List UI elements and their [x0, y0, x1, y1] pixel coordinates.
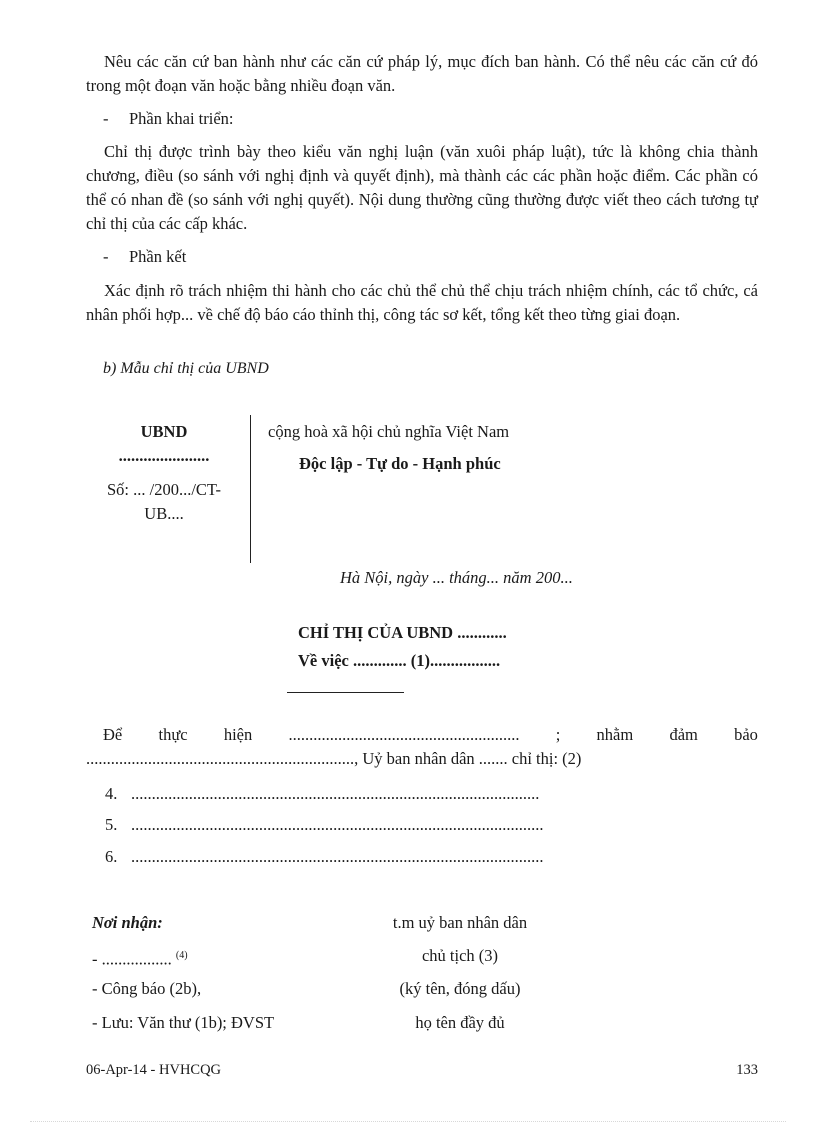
org-dots: ...................... — [118, 446, 210, 465]
title-underline — [287, 692, 404, 693]
footer-date-source: 06-Apr-14 - HVHCQG — [86, 1062, 222, 1078]
org-name: UBND — [140, 422, 188, 441]
list-item-number: 4. — [105, 784, 118, 803]
recipient-item — [92, 944, 188, 972]
intro-word: nhằm — [596, 725, 634, 744]
document-title: CHỈ THỊ CỦA UBND ............ — [298, 623, 507, 642]
recipients-label: Nơi nhận: — [92, 913, 163, 932]
list-item-text: .................................................................................................... — [131, 847, 544, 866]
subheading: b) Mẫu chỉ thị của UBND — [103, 360, 269, 377]
intro-word: đảm — [669, 725, 698, 744]
intro-word: Để — [103, 725, 123, 744]
list-item-number: 6. — [105, 847, 118, 866]
intro-line1 — [103, 723, 758, 747]
list-item — [105, 813, 544, 837]
signature-authority: t.m uỷ ban nhân dân — [392, 913, 528, 932]
intro-word: ........................................................ — [288, 725, 520, 744]
bullet-dash: - — [103, 247, 109, 266]
national-motto: cộng hoà xã hội chủ nghĩa Việt Nam — [268, 422, 510, 441]
recipient-text: - ................. — [92, 949, 172, 969]
bullet-dash: - — [103, 109, 109, 128]
list-item — [105, 845, 544, 869]
document-number-line1: Số: ... /200.../CT- — [107, 480, 221, 499]
intro-word: thực — [158, 725, 188, 744]
bullet-deployment — [103, 107, 233, 131]
signature-instruction: (ký tên, đóng dấu) — [399, 979, 521, 998]
bullet-conclusion-label: Phần kết — [129, 247, 187, 266]
document-subject: Về việc ............. (1)................. — [298, 651, 501, 670]
bullet-deployment-label: Phần khai triển: — [129, 109, 234, 128]
paragraph-basis: Nêu các căn cứ ban hành như các căn cứ pháp lý, mục đích ban hành. Có thể nêu các căn cứ đó trong một đoạn văn hoặc bằng nhiều đoạn văn. — [86, 52, 758, 95]
national-slogan: Độc lập - Tự do - Hạnh phúc — [299, 454, 501, 473]
intro-word: bảo — [734, 725, 758, 744]
paragraph-deployment: Chỉ thị được trình bày theo kiểu văn nghị luận (văn xuôi pháp luật), tức là không chia thành chương, điều (so sánh với nghị định và quyết định), mà thành các các phần hoặc điểm. Các phần có thể có nhan đề (so sánh với nghị quyết). Nội dung thường cũng thường được viết theo cách tương tự chỉ thị của các cấp khác. — [86, 142, 758, 233]
intro-word: ; — [555, 725, 561, 744]
date-line: Hà Nội, ngày ... tháng... năm 200... — [340, 568, 573, 587]
page-bottom-border — [30, 1121, 786, 1122]
signature-name: họ tên đầy đủ — [415, 1013, 505, 1032]
intro-line2: ................................................................., Uỷ ban nhân dân ....... chỉ thị: (2) — [86, 749, 582, 768]
intro-word: hiện — [223, 725, 253, 744]
list-item — [105, 782, 539, 806]
list-item-text: ................................................................................................... — [131, 784, 540, 803]
paragraph-conclusion: Xác định rõ trách nhiệm thi hành cho các chủ thể chủ thể chịu trách nhiệm chính, các tổ chức, cá nhân phối hợp... về chế độ báo cáo thỉnh thị, công tác sơ kết, tổng kết theo từng giai đoạn. — [86, 281, 758, 324]
header-divider — [250, 415, 251, 563]
page-number: 133 — [736, 1062, 758, 1078]
document-number-line2: UB.... — [144, 504, 184, 523]
recipient-item: - Lưu: Văn thư (1b); ĐVST — [92, 1013, 275, 1032]
recipient-note: (4) — [175, 950, 188, 961]
recipient-item: - Công báo (2b), — [92, 979, 202, 998]
list-item-number: 5. — [105, 815, 118, 834]
list-item-text: .................................................................................................... — [131, 815, 544, 834]
bullet-conclusion — [103, 245, 186, 269]
signature-title: chủ tịch (3) — [421, 946, 499, 965]
